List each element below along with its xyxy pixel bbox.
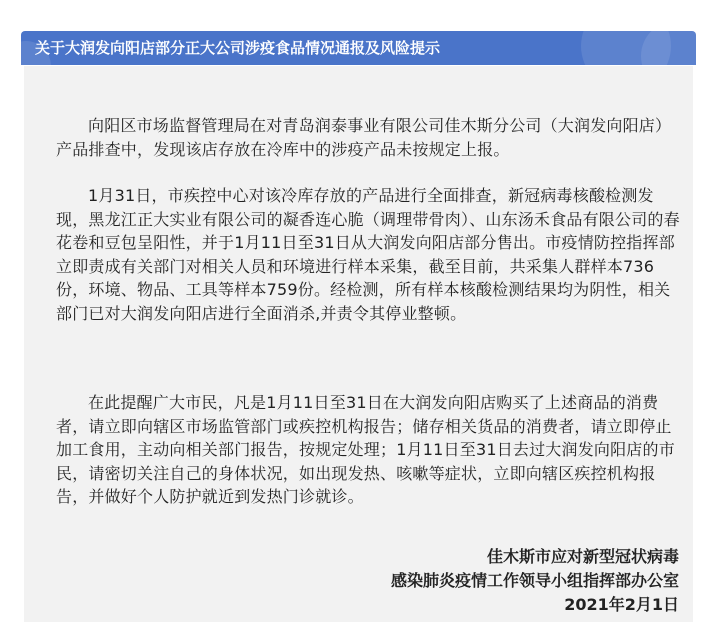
signature-line-2: 感染肺炎疫情工作领导小组指挥部办公室 (390, 571, 679, 590)
header-decoration (641, 31, 696, 65)
header-bar (21, 31, 696, 65)
paragraph-3: 在此提醒广大市民，凡是1月11日至31日在大润发向阳店购买了上述商品的消费者，请立即向辖区市场监管部门或疾控机构报告；储存相关货品的消费者，请立即停止加工食用，主动向相关部门报告，按规定处理；1月11日至31日去过大润发向阳店的市民，请密切关注自己的身体状况，如出现发热、咳嗽等症状，立即向辖区疾控机构报告，并做好个人防护就近到发热门诊就诊。 (56, 393, 675, 506)
signature-date: 2021年2月1日 (564, 595, 679, 614)
signature-line-1: 佳木斯市应对新型冠状病毒 (486, 547, 679, 566)
paragraph-2: 1月31日，市疾控中心对该冷库存放的产品进行全面排查，新冠病毒核酸检测发现，黑龙江正大实业有限公司的凝香连心脆（调理带骨肉）、山东汤禾食品有限公司的春花卷和豆包呈阳性，并于1月11日至31日从大润发向阳店部分售出。市疫情防控指挥部立即责成有关部门对相关人员和环境进行样本采集，截至目前，共采集人群样本736份，环境、物品、工具等样本759份。经检测，所有样本核酸检测结果均为阴性，相关部门已对大润发向阳店进行全面消杀,并责令其停业整顿。 (56, 186, 680, 323)
signature-block (391, 545, 679, 617)
paragraph-1: 向阳区市场监督管理局在对青岛润泰事业有限公司佳木斯分公司（大润发向阳店）产品排查中，发现该店存放在冷库中的涉疫产品未按规定上报。 (56, 116, 672, 159)
notice-title: 关于大润发向阳店部分正大公司涉疫食品情况通报及风险提示 (35, 39, 441, 57)
notice-body (24, 66, 693, 622)
